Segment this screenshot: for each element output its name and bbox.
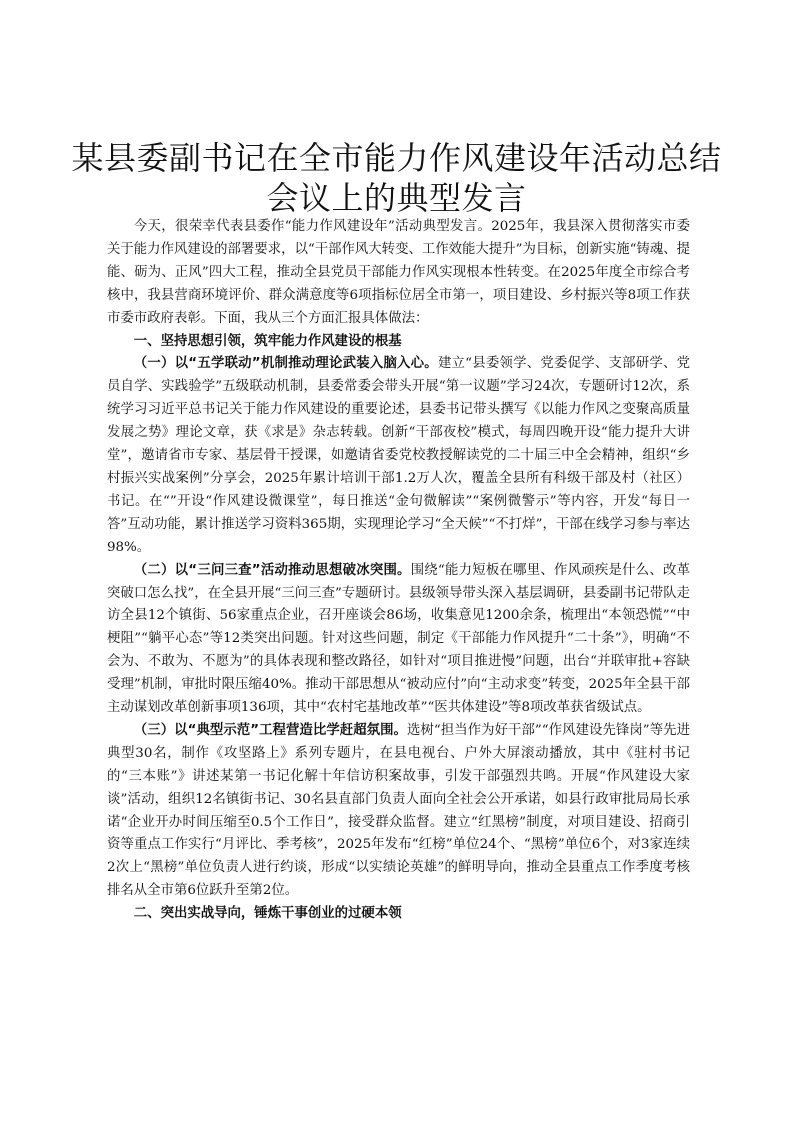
section-1-heading: 一、坚持思想引领，筑牢能力作风建设的根基	[133, 333, 402, 349]
paragraph-1	[107, 353, 690, 559]
section-2-heading: 二、突出实战导向，锤炼干事创业的过硬本领	[133, 906, 402, 922]
intro-paragraph: 今天，很荣幸代表县委作“能力作风建设年”活动典型发言。2025年，我县深入贯彻落实市委关于能力作风建设的部署要求，以“干部作风大转变、工作效能大提升”为目标，创新实施“铸魂、提能、砺为、正风”四大工程，推动全县党员干部能力作风实现根本性转变。在2025年度全市综合考核中，我县营商环境评价、群众满意度等6项指标位居全市第一，项目建设、乡村振兴等8项工作获市委市政府表彰。下面，我从三个方面汇报具体做法：	[107, 219, 690, 326]
document-title: 某县委副书记在全市能力作风建设年活动总结会议上的典型发言	[71, 139, 722, 217]
paragraph-2	[107, 560, 690, 720]
paragraph-2-text: 围绕“能力短板在哪里、作风顽疾是什么、改革突破口怎么找”，在全县开展“三问三查”专题研讨。县级领导带头深入基层调研，县委副书记带队走访全县12个镇街、56家重点企业，召开座谈会86场，收集意见1200余条，梳理出“本领恐慌”“中梗阻”“躺平心态”等12类突出问题。针对这些问题，制定《干部能力作风提升“二十条”》，明确“不会为、不敢为、不愿为”的具体表现和整改路径，如针对“项目推进慢”问题，出台“并联审批+容缺受理”机制，审批时限压缩40%。推动干部思想从“被动应付”向“主动求变”转变，2025年全县干部主动谋划改革创新事项136项，其中“农村宅基地改革”“医共体建设”等8项改革获省级试点。	[107, 562, 690, 716]
paragraph-3-text: 选树“担当作为好干部”“作风建设先锋岗”等先进典型30名，制作《攻坚路上》系列专题片，在县电视台、户外大屏滚动播放，其中《驻村书记的“三本账”》讲述某第一书记化解十年信访积案故事，引发干部强烈共鸣。开展“作风建设大家谈”活动，组织12名镇街书记、30名县直部门负责人面向全社会公开承诺，如县行政审批局局长承诺“企业开办时间压缩至0.5个工作日”，接受群众监督。建立“红黑榜”制度，对项目建设、招商引资等重点工作实行“月评比、季考核”，2025年发布“红榜”单位24个、“黑榜”单位6个，对3家连续2次上“黑榜”单位负责人进行约谈，形成“以实绩论英雄”的鲜明导向，推动全县重点工作季度考核排名从全市第6位跃升至第2位。	[107, 722, 690, 899]
document-body	[107, 216, 690, 926]
paragraph-3	[107, 720, 690, 903]
paragraph-1-lead: （一）以“五学联动”机制推动理论武装入脑入心。	[133, 356, 438, 372]
paragraph-2-lead: （二）以“三问三查”活动推动思想破冰突围。	[133, 562, 411, 578]
paragraph-1-text: 建立“县委领学、党委促学、支部研学、党员自学、实践验学”五级联动机制，县委常委会带头开展“第一议题”学习24次，专题研讨12次，系统学习习近平总书记关于能力作风建设的重要论述，县委书记带头撰写《以能力作风之变聚高质量发展之势》理论文章，获《求是》杂志转载。创新“干部夜校”模式，每周四晚开设“能力提升大讲堂”，邀请省市专家、基层骨干授课，如邀请省委党校教授解读党的二十届三中全会精神，组织“乡村振兴实战案例”分享会，2025年累计培训干部1.2万人次，覆盖全县所有科级干部及村（社区）书记。在“”开设“作风建设微课堂”，每日推送“金句微解读”“案例微警示”等内容，开发“每日一答”互动功能，累计推送学习资料365期，实现理论学习“全天候”“不打烊”，干部在线学习参与率达98%。	[107, 356, 690, 555]
paragraph-3-lead: （三）以“典型示范”工程营造比学赶超氛围。	[133, 722, 407, 738]
